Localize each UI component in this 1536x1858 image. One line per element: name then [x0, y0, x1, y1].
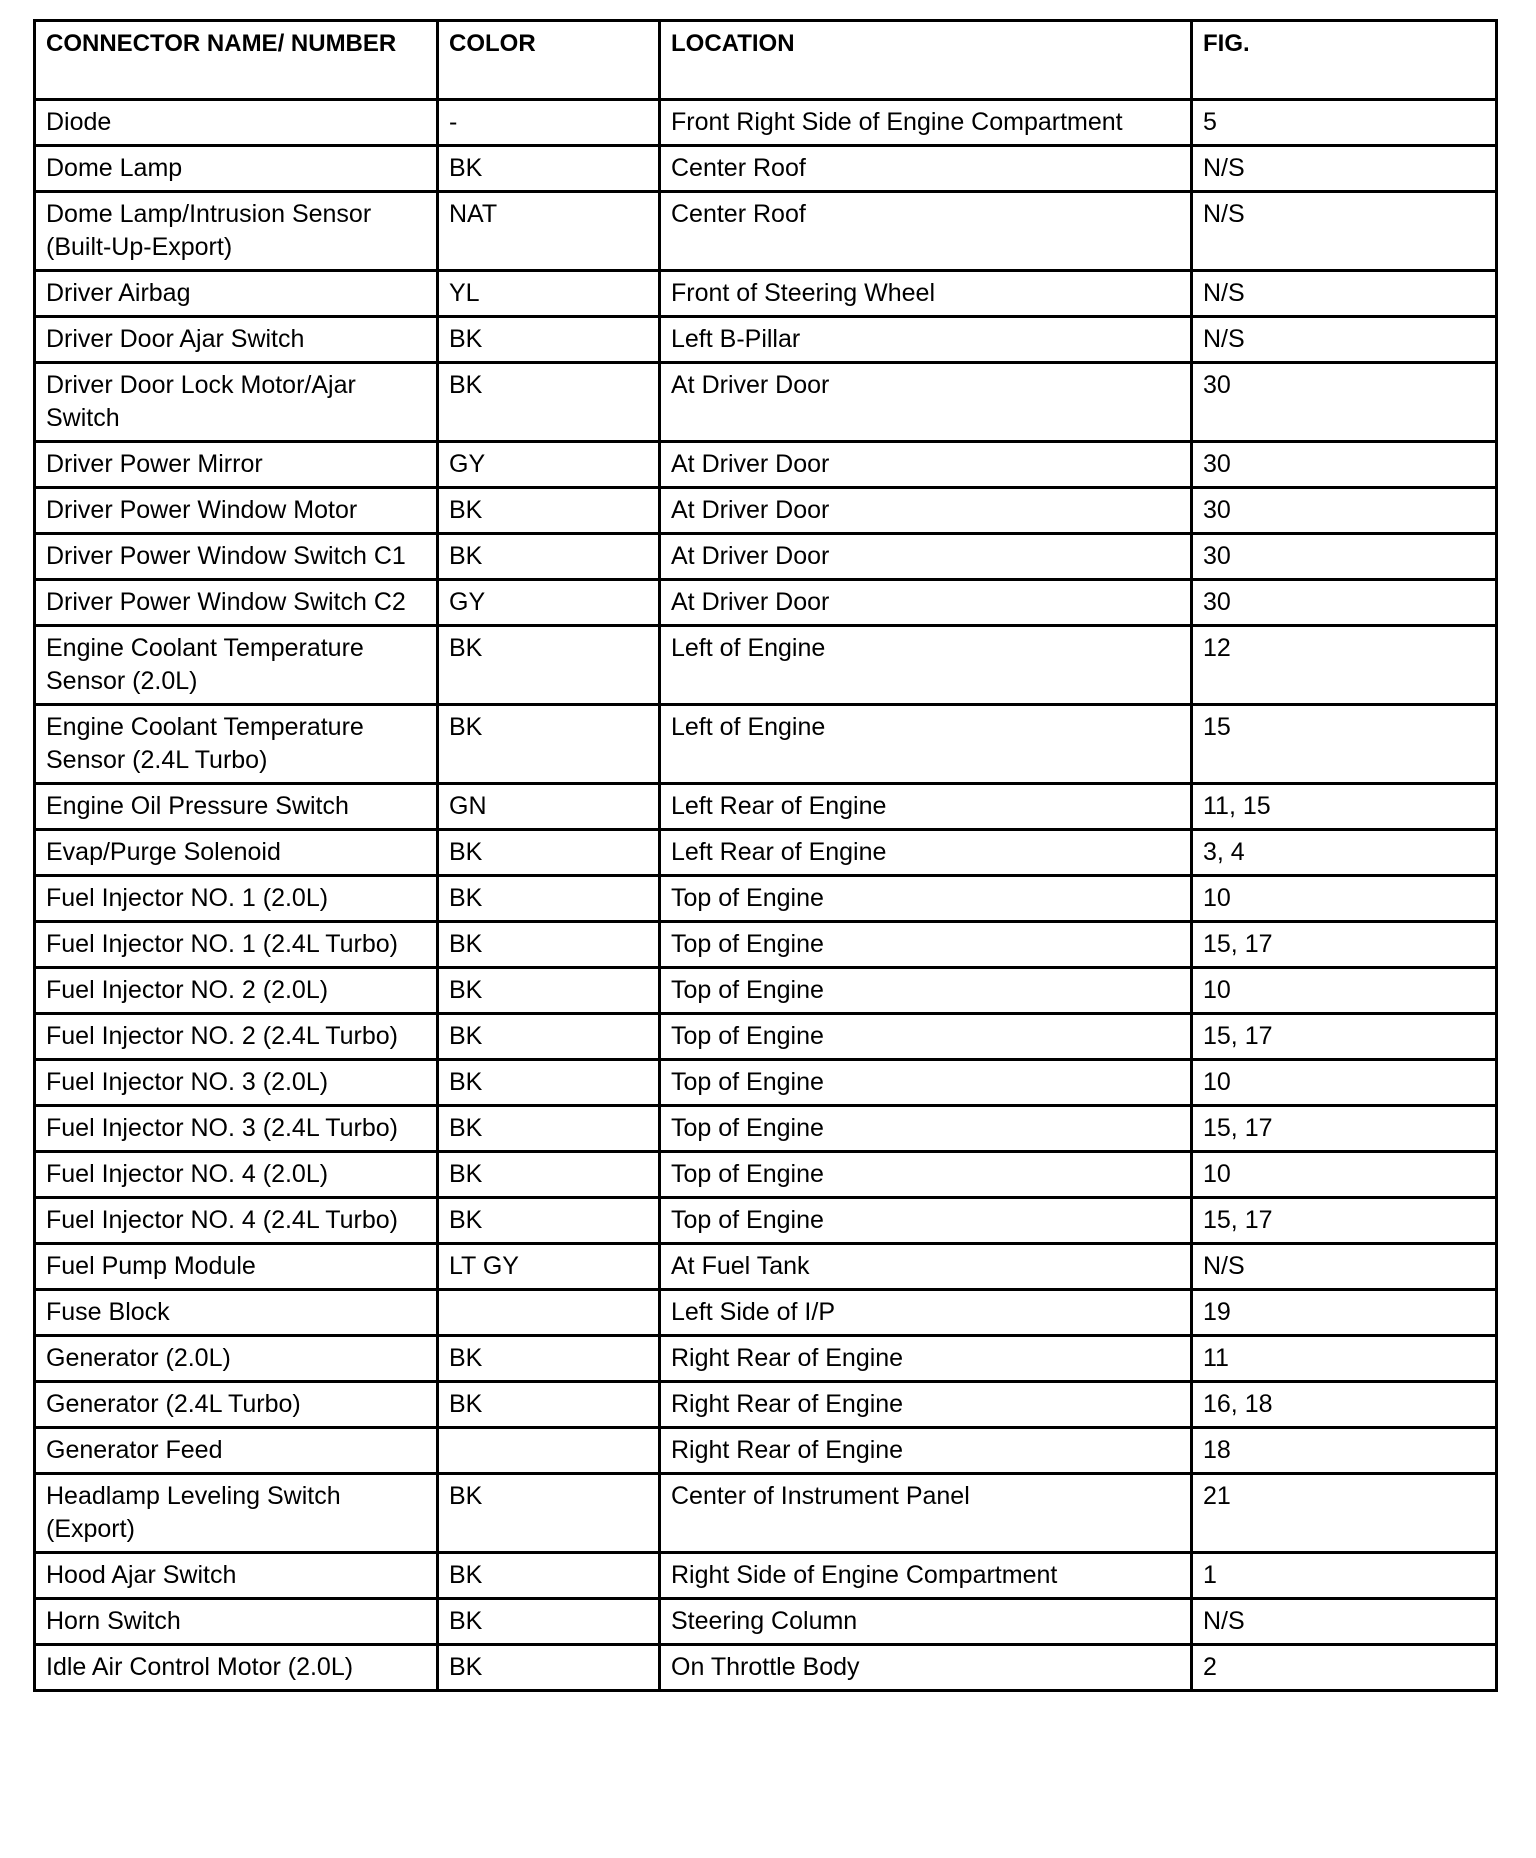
cell-location: On Throttle Body [660, 1645, 1192, 1691]
connector-table [33, 19, 1498, 1692]
cell-location: Top of Engine [660, 876, 1192, 922]
cell-fig: N/S [1192, 317, 1497, 363]
cell-connector-name: Fuel Injector NO. 1 (2.4L Turbo) [35, 922, 438, 968]
header-fig: FIG. [1192, 21, 1497, 100]
cell-connector-name: Headlamp Leveling Switch (Export) [35, 1474, 438, 1553]
table-row [35, 1428, 1497, 1474]
cell-color: BK [438, 1645, 660, 1691]
cell-location: Left Rear of Engine [660, 784, 1192, 830]
cell-location: Top of Engine [660, 1014, 1192, 1060]
table-row [35, 968, 1497, 1014]
cell-fig: N/S [1192, 1244, 1497, 1290]
cell-color [438, 1290, 660, 1336]
cell-color: LT GY [438, 1244, 660, 1290]
cell-fig: 10 [1192, 968, 1497, 1014]
cell-connector-name: Fuel Injector NO. 2 (2.0L) [35, 968, 438, 1014]
cell-fig: N/S [1192, 146, 1497, 192]
cell-fig: 10 [1192, 1152, 1497, 1198]
cell-connector-name: Fuel Injector NO. 4 (2.4L Turbo) [35, 1198, 438, 1244]
header-location: LOCATION [660, 21, 1192, 100]
cell-connector-name: Fuel Injector NO. 3 (2.4L Turbo) [35, 1106, 438, 1152]
cell-color: BK [438, 830, 660, 876]
cell-color: GY [438, 442, 660, 488]
cell-connector-name: Fuel Pump Module [35, 1244, 438, 1290]
cell-color: BK [438, 534, 660, 580]
cell-color: BK [438, 1014, 660, 1060]
cell-fig: 30 [1192, 363, 1497, 442]
header-connector: CONNECTOR NAME/ NUMBER [35, 21, 438, 100]
cell-color: NAT [438, 192, 660, 271]
cell-color: BK [438, 363, 660, 442]
cell-color: BK [438, 1599, 660, 1645]
cell-connector-name: Driver Power Window Switch C1 [35, 534, 438, 580]
cell-fig: N/S [1192, 1599, 1497, 1645]
cell-location: Right Side of Engine Compartment [660, 1553, 1192, 1599]
cell-location: Top of Engine [660, 1152, 1192, 1198]
table-row [35, 488, 1497, 534]
cell-location: Left of Engine [660, 626, 1192, 705]
cell-connector-name: Diode [35, 100, 438, 146]
cell-connector-name: Engine Coolant Temperature Sensor (2.4L Turbo) [35, 705, 438, 784]
cell-color: BK [438, 876, 660, 922]
cell-fig: 30 [1192, 442, 1497, 488]
cell-fig: 30 [1192, 534, 1497, 580]
cell-location: Left Rear of Engine [660, 830, 1192, 876]
cell-color: BK [438, 1106, 660, 1152]
cell-color: BK [438, 317, 660, 363]
cell-location: Top of Engine [660, 968, 1192, 1014]
cell-connector-name: Evap/Purge Solenoid [35, 830, 438, 876]
table-row [35, 1106, 1497, 1152]
cell-fig: 15 [1192, 705, 1497, 784]
table-row [35, 876, 1497, 922]
cell-connector-name: Fuel Injector NO. 1 (2.0L) [35, 876, 438, 922]
cell-color: BK [438, 968, 660, 1014]
cell-location: Top of Engine [660, 1060, 1192, 1106]
table-row [35, 1382, 1497, 1428]
cell-location: Left B-Pillar [660, 317, 1192, 363]
cell-color: BK [438, 1336, 660, 1382]
cell-fig: 5 [1192, 100, 1497, 146]
table-row [35, 1474, 1497, 1553]
cell-location: Top of Engine [660, 1198, 1192, 1244]
cell-fig: N/S [1192, 271, 1497, 317]
table-row [35, 1060, 1497, 1106]
header-color: COLOR [438, 21, 660, 100]
table-row [35, 1336, 1497, 1382]
table-row [35, 363, 1497, 442]
table-row [35, 1198, 1497, 1244]
table-row [35, 534, 1497, 580]
cell-connector-name: Fuel Injector NO. 4 (2.0L) [35, 1152, 438, 1198]
table-row [35, 1014, 1497, 1060]
cell-connector-name: Dome Lamp [35, 146, 438, 192]
cell-connector-name: Hood Ajar Switch [35, 1553, 438, 1599]
cell-color: BK [438, 488, 660, 534]
cell-location: At Driver Door [660, 442, 1192, 488]
cell-connector-name: Horn Switch [35, 1599, 438, 1645]
cell-connector-name: Driver Door Ajar Switch [35, 317, 438, 363]
table-row [35, 146, 1497, 192]
cell-color: GN [438, 784, 660, 830]
cell-fig: 2 [1192, 1645, 1497, 1691]
cell-location: At Fuel Tank [660, 1244, 1192, 1290]
cell-location: Front Right Side of Engine Compartment [660, 100, 1192, 146]
cell-fig: 11 [1192, 1336, 1497, 1382]
cell-connector-name: Engine Oil Pressure Switch [35, 784, 438, 830]
cell-color: BK [438, 1198, 660, 1244]
cell-connector-name: Fuel Injector NO. 3 (2.0L) [35, 1060, 438, 1106]
table-row [35, 271, 1497, 317]
header-row [35, 21, 1497, 100]
table-row [35, 1152, 1497, 1198]
cell-color: YL [438, 271, 660, 317]
cell-fig: 30 [1192, 580, 1497, 626]
cell-connector-name: Idle Air Control Motor (2.0L) [35, 1645, 438, 1691]
cell-color: BK [438, 626, 660, 705]
cell-color: BK [438, 922, 660, 968]
cell-fig: 12 [1192, 626, 1497, 705]
table-row [35, 100, 1497, 146]
cell-fig: 15, 17 [1192, 1014, 1497, 1060]
cell-connector-name: Engine Coolant Temperature Sensor (2.0L) [35, 626, 438, 705]
table-row [35, 784, 1497, 830]
cell-connector-name: Dome Lamp/Intrusion Sensor (Built-Up-Export) [35, 192, 438, 271]
table-row [35, 626, 1497, 705]
cell-fig: 15, 17 [1192, 922, 1497, 968]
cell-location: Top of Engine [660, 922, 1192, 968]
cell-location: At Driver Door [660, 488, 1192, 534]
cell-location: Center Roof [660, 192, 1192, 271]
cell-connector-name: Generator Feed [35, 1428, 438, 1474]
cell-color [438, 1428, 660, 1474]
table-row [35, 1244, 1497, 1290]
cell-connector-name: Driver Power Window Motor [35, 488, 438, 534]
cell-location: Center Roof [660, 146, 1192, 192]
cell-connector-name: Fuse Block [35, 1290, 438, 1336]
table-row [35, 1290, 1497, 1336]
cell-color: BK [438, 1382, 660, 1428]
cell-location: At Driver Door [660, 534, 1192, 580]
cell-location: Front of Steering Wheel [660, 271, 1192, 317]
table-row [35, 192, 1497, 271]
cell-location: Left of Engine [660, 705, 1192, 784]
cell-color: BK [438, 705, 660, 784]
table-row [35, 922, 1497, 968]
cell-fig: 3, 4 [1192, 830, 1497, 876]
cell-connector-name: Fuel Injector NO. 2 (2.4L Turbo) [35, 1014, 438, 1060]
table-row [35, 1645, 1497, 1691]
table-row [35, 317, 1497, 363]
cell-color: BK [438, 1060, 660, 1106]
cell-fig: N/S [1192, 192, 1497, 271]
cell-fig: 10 [1192, 876, 1497, 922]
cell-color: BK [438, 146, 660, 192]
cell-fig: 10 [1192, 1060, 1497, 1106]
cell-connector-name: Driver Power Mirror [35, 442, 438, 488]
cell-fig: 15, 17 [1192, 1198, 1497, 1244]
cell-connector-name: Generator (2.4L Turbo) [35, 1382, 438, 1428]
cell-location: Right Rear of Engine [660, 1336, 1192, 1382]
cell-location: Center of Instrument Panel [660, 1474, 1192, 1553]
cell-fig: 11, 15 [1192, 784, 1497, 830]
table-row [35, 830, 1497, 876]
table-row [35, 1599, 1497, 1645]
cell-location: At Driver Door [660, 580, 1192, 626]
cell-location: Right Rear of Engine [660, 1428, 1192, 1474]
cell-fig: 21 [1192, 1474, 1497, 1553]
table-row [35, 705, 1497, 784]
cell-color: - [438, 100, 660, 146]
cell-connector-name: Driver Airbag [35, 271, 438, 317]
cell-fig: 1 [1192, 1553, 1497, 1599]
table-row [35, 1553, 1497, 1599]
cell-location: Right Rear of Engine [660, 1382, 1192, 1428]
cell-location: Top of Engine [660, 1106, 1192, 1152]
cell-connector-name: Driver Door Lock Motor/Ajar Switch [35, 363, 438, 442]
table-row [35, 442, 1497, 488]
cell-fig: 18 [1192, 1428, 1497, 1474]
cell-fig: 15, 17 [1192, 1106, 1497, 1152]
cell-connector-name: Generator (2.0L) [35, 1336, 438, 1382]
cell-fig: 16, 18 [1192, 1382, 1497, 1428]
cell-location: Left Side of I/P [660, 1290, 1192, 1336]
cell-location: At Driver Door [660, 363, 1192, 442]
cell-connector-name: Driver Power Window Switch C2 [35, 580, 438, 626]
cell-fig: 30 [1192, 488, 1497, 534]
cell-fig: 19 [1192, 1290, 1497, 1336]
cell-color: BK [438, 1474, 660, 1553]
cell-location: Steering Column [660, 1599, 1192, 1645]
cell-color: GY [438, 580, 660, 626]
cell-color: BK [438, 1152, 660, 1198]
cell-color: BK [438, 1553, 660, 1599]
table-row [35, 580, 1497, 626]
